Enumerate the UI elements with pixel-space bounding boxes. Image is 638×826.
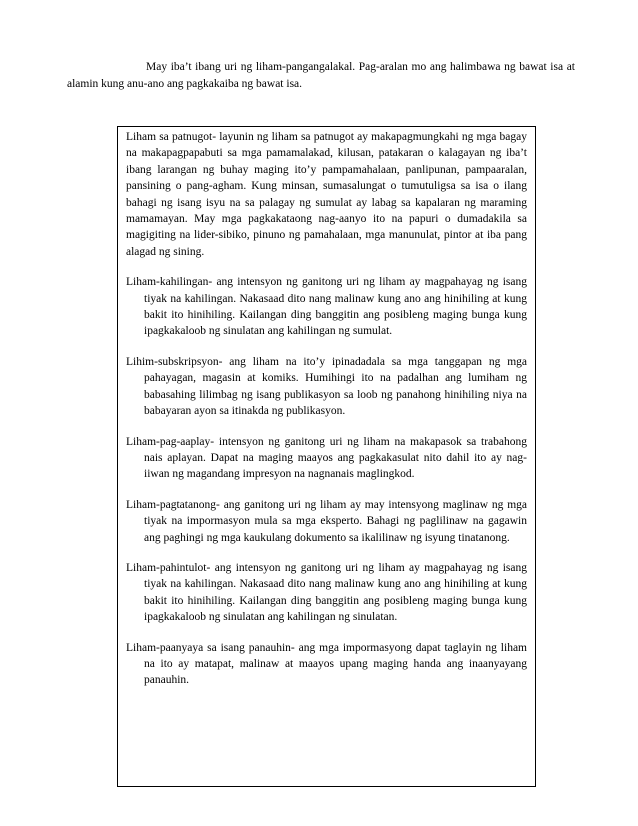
entry-liham-pahintulot: Liham-pahintulot- ang intensyon ng ganitong uri ng liham ay magpahayag ng isang tiyak na kahilingan. Nakasaad dito nang malinaw kung ano ang hinihiling at kung bakit ito hinihiling. Kailangan ding banggitin ang posibleng maging bunga kung ipagkakaloob ng sinulatan ang kahilingan ng sinulatan.	[126, 561, 527, 624]
entry-liham-pagtatanong: Liham-pagtatanong- ang ganitong uri ng liham ay may intensyong maglinaw ng mga tiyak na impormasyon mula sa mga eksperto. Bahagi ng paglilinaw na gagawin ang paghingi ng mga kaukulang dokumento sa ikalilinaw ng isyung tinatanong.	[126, 498, 527, 544]
letter-types-box	[117, 126, 536, 787]
entry-liham-kahilingan: Liham-kahilingan- ang intensyon ng ganitong uri ng liham ay magpahayag ng isang tiyak na kahilingan. Nakasaad dito nang malinaw kung ano ang hinihiling at kung bakit ito hinihiling. Kailangan ding banggitin ang posibleng maging bunga kung ipagkakaloob ng sinulatan ang kahilingan ng sumulat.	[126, 276, 527, 338]
entry-liham-paanyaya: Liham-paanyaya sa isang panauhin- ang mga impormasyong dapat taglayin ng liham na ito ay matapat, malinaw at maayos upang maging handa ang inaanyayang panauhin.	[126, 641, 527, 687]
entry-lihim-subskripsyon: Lihim-subskripsyon- ang liham na ito’y ipinadadala sa mga tanggapan ng mga pahayagan, magasin at komiks. Humihingi ito na padalhan ang lumiham ng babasahing lilimbag ng isang publikasyon sa loob ng panahong hinihiling niya na babayaran ayon sa itinakda ng publikasyon.	[126, 355, 527, 418]
entry-liham-pag-aaplay: Liham-pag-aaplay- intensyon ng ganitong uri ng liham na makapasok sa trabahong nais aplayan. Dapat na maging maayos ang pagkakasulat nito dahil ito ay nag-iiwan ng magandang impresyon na nagnanais maglingkod.	[126, 435, 527, 481]
intro-paragraph: May iba’t ibang uri ng liham-pangangalakal. Pag-aralan mo ang halimbawa ng bawat isa at alamin kung anu-ano ang pagkakaiba ng bawat isa.	[67, 61, 575, 90]
entry-liham-sa-patnugot: Liham sa patnugot- layunin ng liham sa patnugot ay makapagmungkahi ng mga bagay na makapagpapabuti sa mga pamamalakad, kilusan, patakaran o kalagayan ng iba’t ibang larangan ng buhay maging ito’y pampamahalaan, panlipunan, pampaaralan, pansining o pang-agham. Kung minsan, sumasalungat o tumutuligsa sa isa o ilang bahagi ng isang isyu na sa palagay ng sumulat ay labag sa kapalaran ng maraming mamamayan. May mga pagkakataong nag-aanyo ito na papuri o dumadakila sa magigiting na lider-sibiko, pinuno ng pamahalaan, mga manunulat, pintor at iba pang alagad ng sining.	[126, 131, 527, 258]
